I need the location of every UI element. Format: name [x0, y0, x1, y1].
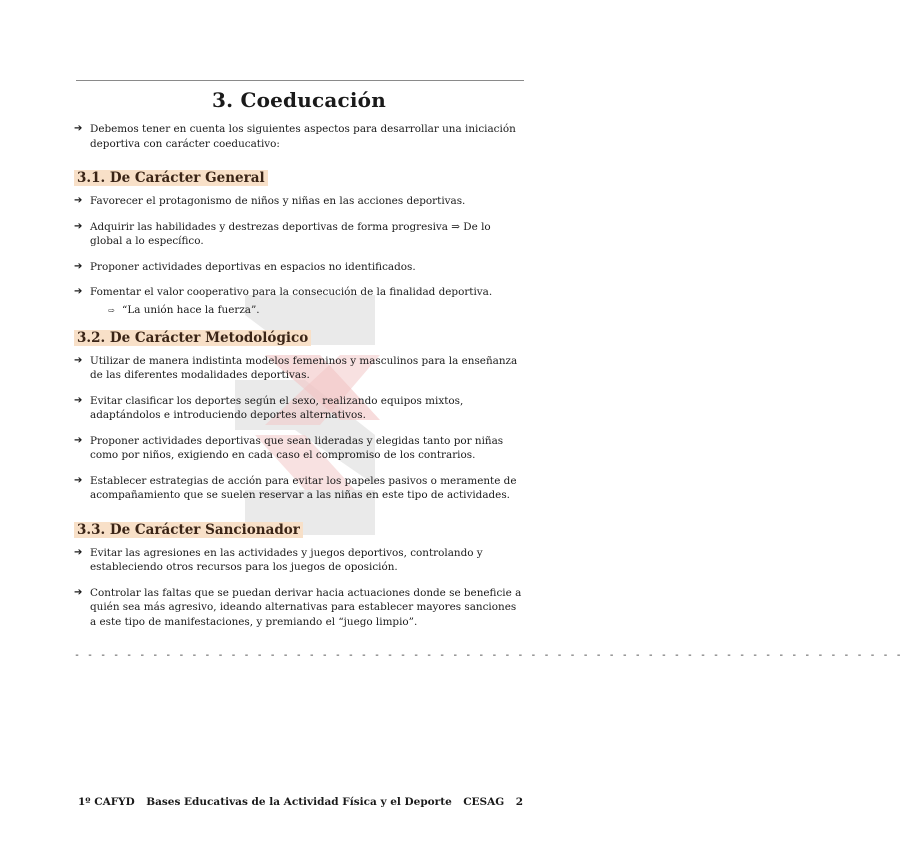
list-item: ➔ Evitar las agresiones en las actividades y juegos deportivos, controlando y estableciendo otros recursos para los juegos de oposición. [74, 546, 483, 573]
arrow-bullet-icon: ➔ [74, 195, 83, 206]
arrow-bullet-icon: ➔ [74, 123, 83, 134]
list-item: ➔ Establecer estrategias de acción para evitar los papeles pasivos o meramente de acompañamiento que se suelen reservar a las niñas en este tipo de actividades. [74, 474, 517, 501]
arrow-bullet-icon: ➔ [74, 260, 83, 272]
section-heading: 3.3. De Carácter Sancionador [74, 522, 303, 538]
footer-page-number: 2 [515, 796, 523, 808]
intro-paragraph: ➔ Debemos tener en cuenta los siguientes aspectos para desarrollar una iniciación deportiva con carácter coeducativo: [74, 123, 516, 150]
list-item: ➔ Fomentar el valor cooperativo para la consecución de la finalidad deportiva. [74, 286, 493, 298]
footer-institution: CESAG [463, 796, 505, 808]
list-item: ➔ Adquirir las habilidades y destrezas deportivas de forma progresiva ⇒ De lo global a lo específico. [74, 220, 491, 247]
section-sanctioning [74, 514, 524, 630]
footer-course: 1º CAFYD [78, 796, 135, 808]
page-footer [78, 796, 523, 808]
sub-arrow-icon: ⇨ [108, 305, 115, 315]
list-item: ➔ Proponer actividades deportivas que sean lideradas y elegidas tanto por niñas como por niños, exigiendo en cada caso el compromiso de los contrarios. [74, 434, 504, 461]
list-item: ➔ Proponer actividades deportivas en espacios no identificados. [74, 260, 416, 273]
arrow-bullet-icon: ➔ [74, 474, 83, 486]
sub-list-item: ⇨ “La unión hace la fuerza”. [108, 303, 260, 316]
section-methodological [74, 322, 524, 503]
document-body [74, 88, 524, 640]
arrow-bullet-icon: ➔ [74, 286, 83, 297]
arrow-bullet-icon: ➔ [74, 546, 83, 558]
section-heading: 3.2. De Carácter Metodológico [74, 330, 311, 346]
section-heading: 3.1. De Carácter General [74, 170, 268, 186]
arrow-bullet-icon: ➔ [74, 586, 83, 598]
list-item: ➔ Controlar las faltas que se puedan derivar hacia actuaciones donde se beneficie a quién sea más agresivo, ideando alternativas para establecer mayores sanciones a este tipo de manifestaciones, y premiando el “juego limpio”. [74, 586, 522, 628]
list-item: ➔ Favorecer el protagonismo de niños y niñas en las acciones deportivas. [74, 195, 466, 207]
section-general [74, 162, 524, 318]
dashed-separator: - - - - - - - - - - - - - - - - - - - - - - - - - - - - - - - - - - - - - - - - - - - - - - - - - - - - - - - - - - - - - - - - [74, 650, 902, 661]
arrow-bullet-icon: ➔ [74, 354, 83, 366]
footer-subject: Bases Educativas de la Actividad Física y el Deporte [146, 796, 452, 808]
list-item: ➔ Utilizar de manera indistinta modelos femeninos y masculinos para la enseñanza de las diferentes modalidades deportivas. [74, 354, 518, 381]
page-title: 3. Coeducación [212, 88, 386, 112]
arrow-bullet-icon: ➔ [74, 394, 83, 406]
list-item: ➔ Evitar clasificar los deportes según el sexo, realizando equipos mixtos, adaptándolos e introduciendo deportes alternativos. [74, 394, 464, 421]
arrow-bullet-icon: ➔ [74, 434, 83, 446]
arrow-bullet-icon: ➔ [74, 220, 83, 232]
top-rule [76, 80, 524, 81]
